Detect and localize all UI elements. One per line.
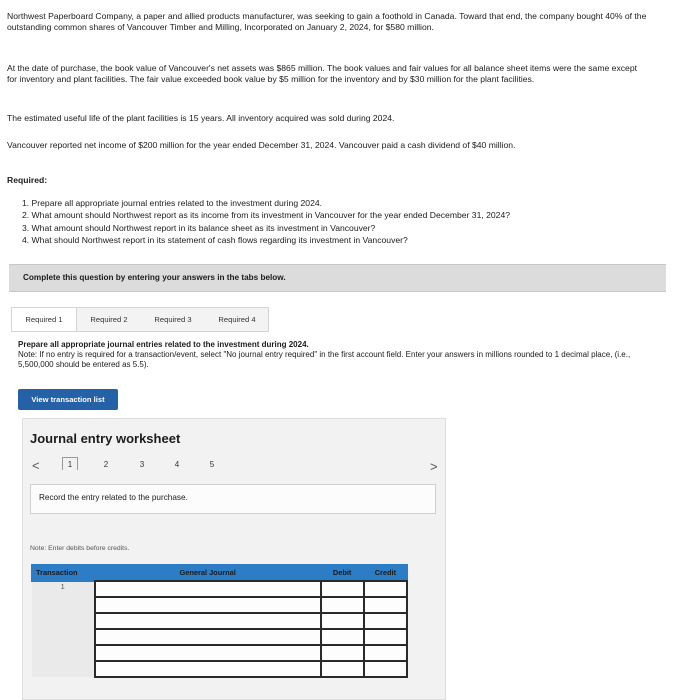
required-list: [22, 198, 652, 247]
debit-field[interactable]: [321, 629, 364, 645]
step-4[interactable]: 4: [174, 460, 180, 469]
step-2[interactable]: 2: [103, 460, 109, 469]
required-item-1: 1. Prepare all appropriate journal entries related to the investment during 2024.: [22, 198, 323, 208]
debit-field[interactable]: [321, 613, 364, 629]
header-debit: Debit: [321, 565, 364, 582]
journal-entry-table: [31, 564, 408, 678]
credit-field[interactable]: [364, 613, 407, 629]
account-field[interactable]: [95, 613, 321, 629]
credit-field[interactable]: [364, 661, 407, 677]
chevron-left-icon[interactable]: <: [32, 458, 40, 473]
chevron-right-icon[interactable]: >: [430, 459, 438, 474]
header-transaction: Transaction: [32, 565, 95, 582]
header-general-journal: General Journal: [95, 565, 321, 582]
account-field[interactable]: [95, 581, 321, 597]
record-entry-prompt: Record the entry related to the purchase.: [30, 484, 436, 514]
intro-paragraph-3: The estimated useful life of the plant facilities is 15 years. All inventory acquired was sold during 2024.: [7, 113, 395, 123]
debit-field[interactable]: [321, 645, 364, 661]
panel-note: Note: If no entry is required for a transaction/event, select "No journal entry required" in the first account field. Enter your answers in millions rounded to 1 decimal place, (i.e., 5,500,000 should be entered as 5.5).: [18, 350, 631, 370]
credit-field[interactable]: [364, 581, 407, 597]
account-field[interactable]: [95, 645, 321, 661]
header-credit: Credit: [364, 565, 407, 582]
worksheet-step-nav: [28, 457, 668, 477]
required-item-4: 4. What should Northwest report in its statement of cash flows regarding its investment in Vancouver?: [22, 235, 408, 246]
worksheet-title: Journal entry worksheet: [30, 431, 181, 446]
step-5[interactable]: 5: [209, 460, 215, 469]
intro-paragraph-1: Northwest Paperboard Company, a paper and allied products manufacturer, was seeking to gain a foothold in Canada. Toward that end, the company bought 40% of the outstanding common shares of Vancouver Timber and Milling, Incorporated on January 2, 2024, for $580 million.: [7, 11, 647, 33]
tab-bar: [11, 307, 269, 332]
debit-field[interactable]: [321, 661, 364, 677]
step-1[interactable]: 1: [62, 457, 78, 470]
tab-required-1[interactable]: Required 1: [12, 308, 77, 331]
required-item-2: 2. What amount should Northwest report as its income from its investment in Vancouver for the year ended December 31, 2024?: [22, 210, 511, 221]
credit-field[interactable]: [364, 629, 407, 645]
intro-paragraph-2: At the date of purchase, the book value of Vancouver's net assets was $865 million. The book values and fair values for all balance sheet items were the same except for inventory and plant facilities. The fair value exceeded book value by $5 million for the inventory and by $30 million for the plant facilities.: [7, 63, 637, 85]
credit-field[interactable]: [364, 597, 407, 613]
panel-instructions: [18, 340, 648, 371]
tab-required-2[interactable]: Required 2: [90, 315, 128, 324]
tab-required-4[interactable]: Required 4: [218, 315, 256, 324]
account-field[interactable]: [95, 629, 321, 645]
account-field[interactable]: [95, 597, 321, 613]
credit-field[interactable]: [364, 645, 407, 661]
table-row: [32, 581, 408, 597]
required-heading: Required:: [7, 175, 48, 185]
instruction-bar: Complete this question by entering your answers in the tabs below.: [9, 264, 666, 292]
intro-paragraph-4: Vancouver reported net income of $200 million for the year ended December 31, 2024. Vancouver paid a cash dividend of $40 million.: [7, 140, 516, 150]
panel-instruction-line: Prepare all appropriate journal entries related to the investment during 2024.: [18, 340, 309, 349]
required-item-3: 3. What amount should Northwest report in its balance sheet as its investment in Vancouver?: [22, 222, 376, 233]
step-3[interactable]: 3: [139, 460, 145, 469]
debits-note: Note: Enter debits before credits.: [30, 545, 130, 552]
account-field[interactable]: [95, 661, 321, 677]
view-transaction-list-button[interactable]: View transaction list: [18, 389, 118, 410]
debit-field[interactable]: [321, 597, 364, 613]
debit-field[interactable]: [321, 581, 364, 597]
tab-required-3[interactable]: Required 3: [154, 315, 192, 324]
transaction-number: 1: [32, 581, 95, 677]
